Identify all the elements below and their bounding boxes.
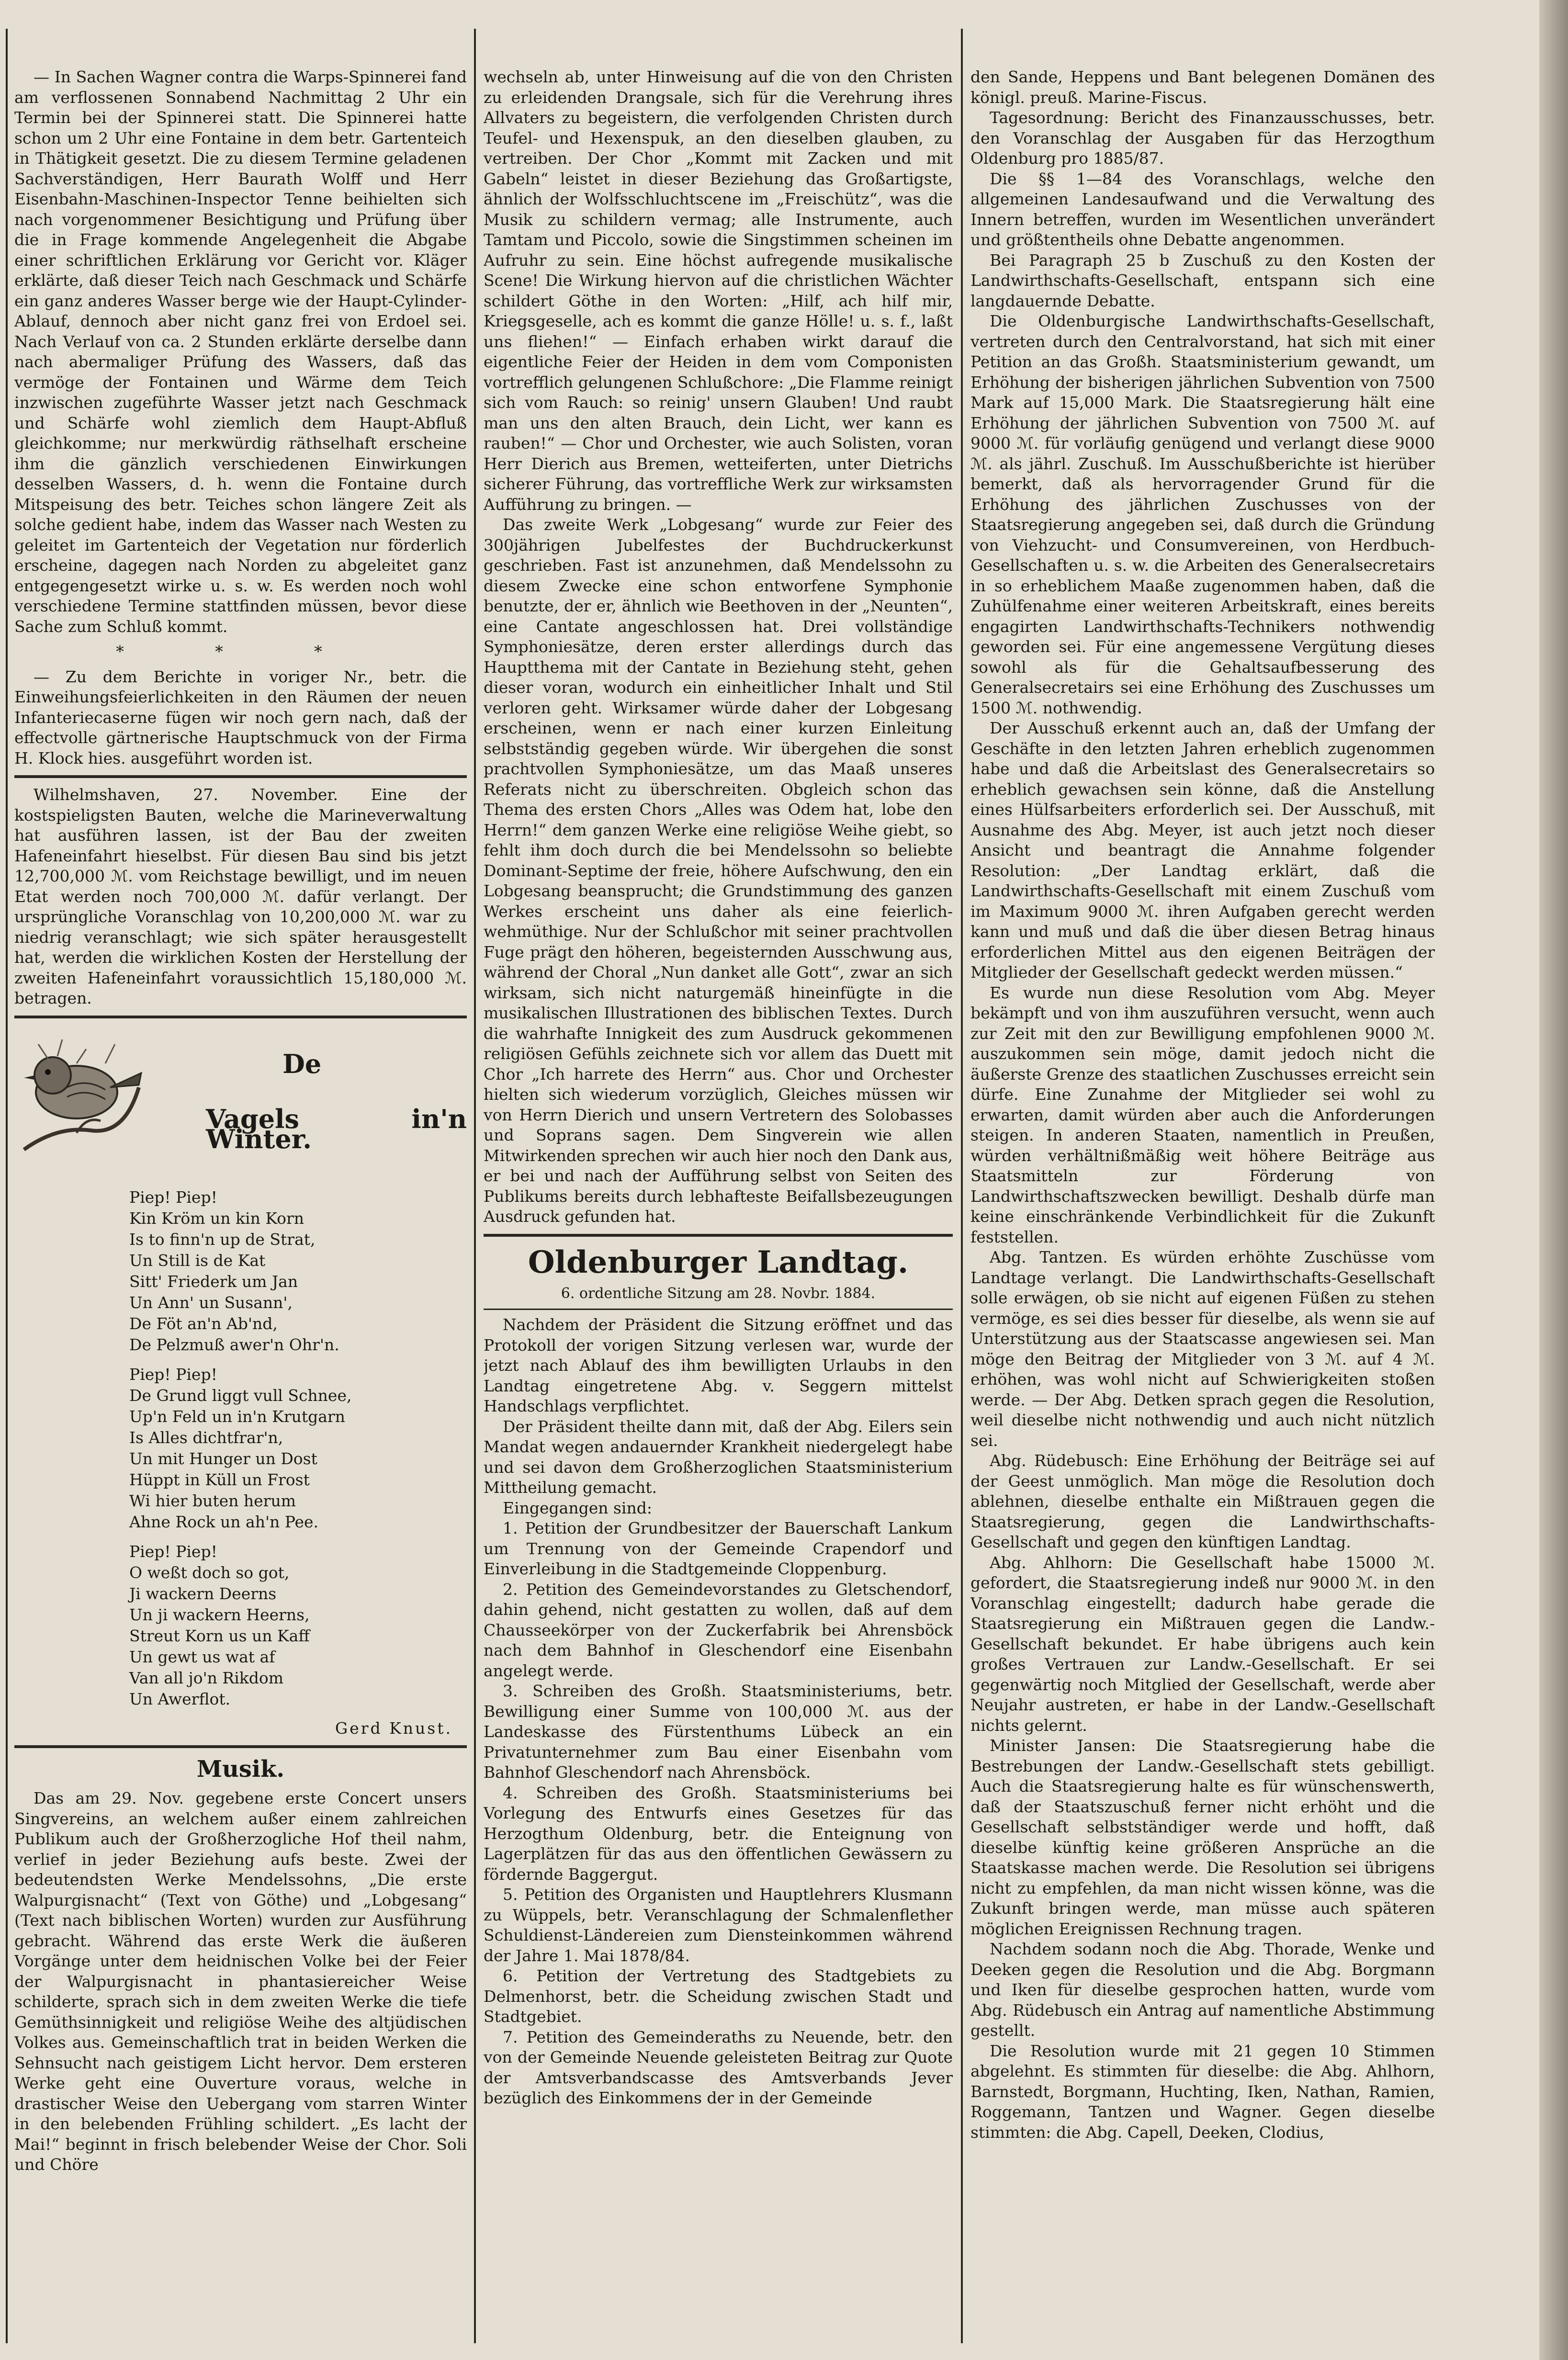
col3-paragraph-13: Die Resolution wurde mit 21 gegen 10 Stimmen abgelehnt. Es stimmten für dieselbe: die Abg. Ahlhorn, Barnstedt, Borgmann, Huchting, Iken, Nathan, Ramien, Roggemann, Tantzen und Wagner. Gegen dieselbe stimmten: die Abg. Capell, Deeken, Clodius,: [970, 2041, 1435, 2142]
poem-line: Piep! Piep!: [129, 1187, 217, 1207]
divider: [14, 1016, 467, 1018]
column-divider-1: [474, 29, 476, 2343]
poem-line: Is to finn'n up de Strat,: [129, 1230, 316, 1249]
poem-header: [14, 1025, 467, 1178]
col3-paragraph-9: Abg. Rüdebusch: Eine Erhöhung der Beiträge sei auf der Geest unmöglich. Man möge die Resolution doch ablehnen, dieselbe enthalte ein Mißtrauen gegen die Staatsregierung, gegen die Landwirthschafts-Gesellschaft und gegen den künftigen Landtag.: [970, 1451, 1435, 1551]
petition-item: 6. Petition der Vertretung des Stadtgebiets zu Delmenhorst, betr. die Scheidung zwischen Stadt und Stadtgebiet.: [484, 1966, 953, 2026]
poem-line: Un mit Hunger un Dost: [129, 1449, 317, 1468]
col3-tagesordnung: Tagesordnung: Bericht des Finanzausschusses, betr. den Voranschlag der Ausgaben für das Herzogthum Oldenburg pro 1885/87.: [970, 108, 1435, 168]
poem-line: Un gewt us wat af: [129, 1647, 275, 1666]
landtag-eingegangen: Eingegangen sind:: [503, 1498, 652, 1517]
poem-line: Un Ann' un Susann',: [129, 1293, 293, 1312]
petition-item: 5. Petition des Organisten und Hauptlehrers Klusmann zu Wüppels, betr. Veranschlagung der Schmalenflether Schuldienst-Ländereien zum Diensteinkommen während der Jahre 1. Mai 1878/84.: [484, 1885, 953, 1965]
petition-list: [484, 1518, 953, 2109]
col3-paragraph-12: Nachdem sodann noch die Abg. Thorade, Wenke und Deeken gegen die Resolution und die Abg. Borgmann und Iken für dieselbe gesprochen hatten, wurde vom Abg. Rüdebusch ein Antrag auf namentliche Abstimmung gestellt.: [970, 1940, 1435, 2040]
poem-line: Streut Korn us un Kaff: [129, 1626, 310, 1645]
poem-line: Piep! Piep!: [129, 1542, 217, 1561]
section-stars: * * *: [116, 642, 365, 661]
petition-item: 4. Schreiben des Großh. Staatsministeriums bei Vorlegung des Entwurfs eines Gesetzes für das Herzogthum Oldenburg, betr. die Enteignung von Lagerplätzen für das aus den öffentlichen Gewässern zu fördernde Baggergut.: [484, 1783, 953, 1884]
poem-line: Wi hier buten herum: [129, 1491, 296, 1510]
section-subtitle-sitzung: 6. ordentliche Sitzung am 28. Novbr. 1884.: [561, 1285, 876, 1302]
poem-line: O weßt doch so got,: [129, 1563, 290, 1582]
divider: [14, 1745, 467, 1748]
col3-paragraph-8: Abg. Tantzen. Es würden erhöhte Zuschüsse vom Landtage verlangt. Die Landwirthschafts-Gesellschaft solle erwägen, ob sie nicht auf eigenen Füßen zu stehen vermöge, es sei dies besser für dieselbe, als wenn sie auf Unterstützung aus der Staatscasse angewiesen sei. Man möge den Beitrag der Mitglieder von 3 ℳ. auf 4 ℳ. erhöhen, was wohl nicht auf Schwierigkeiten stoßen werde. — Der Abg. Detken sprach gegen die Resolution, weil dieselbe nicht nothwendig und auch nicht nützlich sei.: [970, 1248, 1435, 1450]
petition-item: 7. Petition des Gemeinderaths zu Neuende, betr. den von der Gemeinde Neuende geleisteten Beitrag zur Quote der Amtsverbandscasse des Amtsverbands Jever bezüglich des Einkommens der in der Gemeinde: [484, 2027, 953, 2107]
poem-line: Kin Kröm un kin Korn: [129, 1208, 304, 1228]
divider-thin: [484, 1309, 953, 1310]
column-1: [14, 67, 467, 2346]
column-divider-2: [961, 29, 963, 2343]
poem-stanza-3: [129, 1541, 467, 1710]
poem-stanza-2: [129, 1364, 467, 1533]
poem-line: Un ji wackern Heerns,: [129, 1605, 310, 1624]
poem-line: De Pelzmuß awer'n Ohr'n.: [129, 1335, 339, 1354]
col3-paragraph-1: den Sande, Heppens und Bant belegenen Domänen des königl. preuß. Marine-Fiscus.: [970, 68, 1435, 107]
poem-line: Sitt' Friederk um Jan: [129, 1272, 298, 1291]
landtag-paragraph-opening: Nachdem der Präsident die Sitzung eröffnet und das Protokoll der vorigen Sitzung verlesen war, wurde der jetzt nach Ablauf des ihm bewilligten Urlaubs in den Landtag eingetretene Abg. v. Seggern mittelst Handschlags verpflichtet.: [484, 1315, 953, 1415]
col3-paragraph-5: Die Oldenburgische Landwirthschafts-Gesellschaft, vertreten durch den Centralvorstand, hat sich mit einer Petition an das Großh. Staatsministerium gewandt, um Erhöhung der bisherigen jährlichen Subvention von 7500 Mark auf 15,000 Mark. Die Staatsregierung hält eine Erhöhung der jährlichen Subvention von 7500 ℳ. auf 9000 ℳ. für vorläufig genügend und verlangt diese 9000 ℳ. als jährl. Zuschuß. Im Ausschußberichte ist hierüber bemerkt, daß als hervorragender Grund für die Erhöhung des jährlichen Zuschusses von der Staatsregierung angegeben sei, daß durch die Gründung von Viehzucht- und Consumvereinen, von Herdbuch-Gesellschaften u. s. w. die Arbeiten des Generalsecretairs in so erheblichem Maaße zugenommen haben, daß die Zuhülfenahme einer weiteren Arbeitskraft, eines bereits engagirten Landwirthschafts-Technikers nothwendig geworden sei. Für eine angemessene Vergütung dieses sowohl als für die Gehaltsaufbesserung des Generalsecretairs sei eine Erhöhung des Zuschusses um 1500 ℳ. nothwendig.: [970, 312, 1435, 717]
article-lobgesang: Das zweite Werk „Lobgesang“ wurde zur Feier des 300jährigen Jubelfestes der Buchdruckerkunst geschrieben. Fast ist anzunehmen, daß Mendelssohn zu diesem Zwecke eine schon entworfene Symphonie benutzte, der er, ähnlich wie Beethoven in der „Neunten“, eine Cantate angeschlossen hat. Drei vollständige Symphoniesätze, deren erster allerdings durch das Hauptthema mit der Cantate in Beziehung steht, gehen dieser voran, wodurch ein einheitlicher Inhalt und Stil verloren geht. Wirksamer würde daher der Lobgesang erscheinen, wenn er nach einer kurzen Einleitung selbstständig gegeben würde. Wir übergehen die sonst prachtvollen Symphoniesätze, um das Maaß unseres Referats nicht zu überschreiten. Obgleich schon das Thema des ersten Chors „Alles was Odem hat, lobe den Herrn!“ dem ganzen Werke eine religiöse Weihe giebt, so fehlt ihm doch durch die bei Mendelssohn so beliebte Dominant-Septime der freie, höhere Aufschwung, den ein Lobgesang beansprucht; die Grundstimmung des ganzen Werkes erscheint uns daher als eine feierlich-wehmüthige. Nur der Schlußchor mit seiner prachtvollen Fuge prägt den höheren, begeisternden Ausschwung aus, während der Choral „Nun danket alle Gott“, zwar an sich wirksam, sich nicht naturgemäß hineinfügte in die musikalischen Illustrationen des biblischen Textes. Durch die wahrhafte Innigkeit des zum Ausdruck gekommenen religiösen Gefühls zeichnete sich vor allem das Duett mit Chor „Ich harrete des Herrn“ aus. Chor und Orchester hielten sich wiederum vorzüglich, Gleiches müssen wir von Herrn Dierich und unsern Vertretern des Solobasses und Soprans sagen. Dem Singverein wie allen Mitwirkenden sprechen wir auch hier noch den Dank aus, er bei und nach der Aufführung selbst von Seiten des Publikums bereits durch lebhafteste Beifallsbezeugungen Ausdruck gefunden hat.: [484, 515, 953, 1226]
poem-title-line-1: De: [282, 1048, 322, 1079]
poem-line: Ji wackern Deerns: [129, 1584, 277, 1603]
poem-line: De Grund liggt vull Schnee,: [129, 1386, 352, 1405]
divider: [484, 1234, 953, 1237]
article-musik-continued: wechseln ab, unter Hinweisung auf die von den Christen zu erleidenden Drangsale, sich für die Verehrung ihres Allvaters zu begeistern, die verfolgenden Christen durch Teufel- und Hexenspuk, an den dieselben glauben, zu vertreiben. Der Chor „Kommt mit Zacken und mit Gabeln“ leistet in dieser Beziehung das Großartigste, ähnlich der Wolfsschluchtscene im „Freischütz“, was die Musik zu schildern vermag; alle Instrumente, auch Tamtam und Piccolo, sowie die Singstimmen scheinen im Aufruhr zu sein. Eine höchst aufregende musikalische Scene! Die Wirkung hiervon auf die christlichen Wächter schildert Göthe in den Worten: „Hilf, ach hilf mir, Kriegsgeselle, ach es kommt die ganze Hölle! u. s. f., laßt uns fliehen!“ — Einfach erhaben wirkt darauf die eigentliche Feier der Heiden in dem vom Componisten vortrefflich gelungenen Schlußchore: „Die Flamme reinigt sich vom Rauch: so reinig' unsern Glauben! Und raubt man uns den alten Brauch, dein Licht, wer kann es rauben!“ — Chor und Orchester, wie auch Solisten, voran Herr Dierich aus Bremen, wetteiferten, unter Dietrichs sicherer Führung, das vortreffliche Werk zur wirksamsten Aufführung zu bringen. —: [484, 68, 953, 514]
col3-paragraph-3: Die §§ 1—84 des Voranschlags, welche den allgemeinen Landesaufwand und die Verwaltung des Innern betreffen, wurden im Wesentlichen unverändert und größtentheils ohne Debatte angenommen.: [970, 169, 1435, 249]
col3-paragraph-10: Abg. Ahlhorn: Die Gesellschaft habe 15000 ℳ. gefordert, die Staatsregierung indeß nur 9000 ℳ. in den Voranschlag eingestellt; dadurch habe gerade die Staatsregierung ein Mißtrauen gegen die Landw.-Gesellschaft bekundet. Er habe übrigens auch kein großes Vertrauen zur Landw.-Gesellschaft. Er sei gegenwärtig noch Mitglied der Gesellschaft, werde aber Neujahr austreten, er habe in der Landw.-Gesellschaft nichts gelernt.: [970, 1553, 1435, 1735]
poem-line: Van all jo'n Rikdom: [129, 1668, 284, 1687]
poem-line: Hüppt in Küll un Frost: [129, 1470, 310, 1489]
column-3: [970, 67, 1435, 2346]
page-edge-shadow: [1539, 0, 1568, 2360]
col3-paragraph-4: Bei Paragraph 25 b Zuschuß zu den Kosten der Landwirthschafts-Gesellschaft, entspann sich eine langdauernde Debatte.: [970, 250, 1435, 310]
landtag-paragraph-eilers: Der Präsident theilte dann mit, daß der Abg. Eilers sein Mandat wegen andauernder Krankheit niedergelegt habe und sei davon dem Großherzoglichen Staatsministerium Mittheilung gemacht.: [484, 1417, 953, 1497]
petition-item: 1. Petition der Grundbesitzer der Bauerschaft Lankum um Trennung von der Gemeinde Crapendorf und Einverleibung in die Stadtgemeinde Cloppenburg.: [484, 1519, 953, 1578]
divider: [14, 775, 467, 778]
poem-line: Ahne Rock un ah'n Pee.: [129, 1512, 319, 1531]
article-infanteriecaserne: — Zu dem Berichte in voriger Nr., betr. die Einweihungsfeierlichkeiten in den Räumen der neuen Infanteriecaserne fügen wir noch gern nach, daß der effectvolle gärtnerische Hauptschmuck von der Firma H. Klock hies. ausgeführt worden ist.: [14, 667, 467, 768]
poem-stanza-1: [129, 1187, 467, 1355]
article-warps-spinnerei: — In Sachen Wagner contra die Warps-Spinnerei fand am verflossenen Sonnabend Nachmittag 2 Uhr ein Termin bei der Spinnerei statt. Die Spinnerei hatte schon um 2 Uhr eine Fontaine in dem betr. Gartenteich in Thätigkeit gesetzt. Die zu diesem Termine geladenen Sachverständigen, Herr Baurath Wolff und Herr Eisenbahn-Maschinen-Inspector Tenne beihielten sich nach vorgenommener Besichtigung und Prüfung über die in Frage kommende Angelegenheit die Abgabe einer schriftlichen Erklärung vor Gericht vor. Kläger erklärte, daß dieser Teich nach Geschmack und Schärfe ein ganz anderes Wasser berge wie der Haupt-Cylinder-Ablauf, dennoch aber nicht ganz frei von Erdoel sei. Nach Verlauf von ca. 2 Stunden erklärte derselbe dann nach abermaliger Prüfung des Wassers, daß das vermöge der Fontainen und Wärme dem Teich inzwischen zugeführte Wasser jetzt nach Geschmack und Schärfe wohl ziemlich dem Haupt-Abfluß gleichkomme; nur merkwürdig räthselhaft erscheine ihm die gänzlich verschiedenen Einwirkungen desselben Wassers, d. h. wenn die Fontaine durch Mitspeisung des betr. Teiches schon längere Zeit als solche gedient habe, indem das Wasser nach Westen zu geleitet im Gartenteich der Vegetation nur förderlich erscheine, dagegen nach Norden zu abgeleitet ganz entgegengesetzt wirke u. s. w. Es werden noch wohl verschiedene Termine stattfinden müssen, bevor diese Sache zum Schluß kommt.: [14, 68, 467, 636]
petition-item: 2. Petition des Gemeindevorstandes zu Gletschendorf, dahin gehend, nicht gestatten zu wollen, daß auf dem Chausseekörper von der Zuckerfabrik bei Ahrensböck nach dem Bahnhof in Gleschendorf eine Eisenbahn angelegt werde.: [484, 1580, 953, 1680]
poem-author: Gerd Knust.: [335, 1718, 452, 1738]
poem-line: Is Alles dichtfrar'n,: [129, 1428, 283, 1447]
poem-line: Piep! Piep!: [129, 1365, 217, 1384]
col3-paragraph-11: Minister Jansen: Die Staatsregierung habe die Bestrebungen der Landw.-Gesellschaft stets gebilligt. Auch die Staatsregierung halte es für wünschenswerth, daß der Staatszuschuß ferner nicht erhöht und die Gesellschaft selbstständiger werde und hofft, daß dieselbe künftig keine größeren Ansprüche an die Staatskasse machen werde. Die Resolution sei übrigens nicht zu empfehlen, da man nicht wissen könne, was die Zukunft bringen werde, man müsse auch späteren möglichen Ereignissen Rechnung tragen.: [970, 1736, 1435, 1938]
article-musik: Das am 29. Nov. gegebene erste Concert unsers Singvereins, an welchem außer einem zahlreichen Publikum auch der Großherzogliche Hof theil nahm, verlief in jeder Beziehung aufs beste. Zwei der bedeutendsten Werke Mendelssohns, „Die erste Walpurgisnacht“ (Text von Göthe) und „Lobgesang“ (Text nach biblischen Worten) wurden zur Ausführung gebracht. Während das erste Werk die äußeren Vorgänge unter dem heidnischen Volke bei der Feier der Walpurgisnacht in phantasiereicher Weise schilderte, sprach sich in dem zweiten Werke die tiefe Gemüthsinnigkeit und religiöse Weihe des altjüdischen Volkes aus. Gemeinschaftlich trat in beiden Werken die Sehnsucht nach geistigem Licht hervor. Dem ersteren Werke geht eine Ouverture voraus, welche in drastischer Weise den Uebergang vom starren Winter in den belebenden Frühling schildert. „Es lacht der Mai!“ beginnt in frisch belebender Weise der Chor. Soli und Chöre: [14, 1789, 467, 2174]
poem-line: Un Still is de Kat: [129, 1251, 266, 1270]
article-wilhelmshaven: Wilhelmshaven, 27. November. Eine der kostspieligsten Bauten, welche die Marineverwaltung hat ausführen lassen, ist der Bau der zweiten Hafeneinfahrt hieselbst. Für diesen Bau sind bis jetzt 12,700,000 ℳ. vom Reichstage bewilligt, und im neuen Etat werden noch 700,000 ℳ. dafür verlangt. Der ursprüngliche Voranschlag von 10,200,000 ℳ. war zu niedrig veranschlagt; wie sich später herausgestellt hat, werden die wirklichen Kosten der Herstellung der zweiten Hafeneinfahrt voraussichtlich 15,180,000 ℳ. betragen.: [14, 785, 467, 1007]
petition-item: 3. Schreiben des Großh. Staatsministeriums, betr. Bewilligung einer Summe von 100,000 ℳ. aus der Landeskasse des Fürstenthums Lübeck an ein Privatunternehmer zum Bau einer Eisenbahn vom Bahnhof Gleschendorf nach Ahrensböck.: [484, 1682, 953, 1782]
column-2: [484, 67, 953, 2346]
poem-title-line-2: Vagels in'n Winter.: [206, 1103, 467, 1154]
col3-paragraph-6: Der Ausschuß erkennt auch an, daß der Umfang der Geschäfte in den letzten Jahren erheblich zugenommen habe und daß die Arbeitslast des Generalsecretairs so erheblich gewachsen sein könne, daß die Anstellung eines Hülfsarbeiters erforderlich sei. Der Ausschuß, mit Ausnahme des Abg. Meyer, ist auch jetzt noch dieser Ansicht und beantragt die Annahme folgender Resolution: „Der Landtag erklärt, daß die Landwirthschafts-Gesellschaft mit einem Zuschuß vom im Maximum 9000 ℳ. ihren Aufgaben gerecht werden kann und muß und daß die über diesen Betrag hinaus erforderlichen Mittel aus den eigenen Beiträgen der Mitglieder der Gesellschaft gedeckt werden müssen.“: [970, 719, 1435, 982]
poem-line: Un Awerflot.: [129, 1689, 231, 1708]
section-title-musik: Musik.: [196, 1756, 285, 1783]
poem-line: Up'n Feld un in'n Krutgarn: [129, 1407, 345, 1426]
left-border-rule: [6, 29, 8, 2343]
section-title-landtag: Oldenburger Landtag.: [528, 1244, 909, 1280]
poem-line: De Föt an'n Ab'nd,: [129, 1314, 278, 1333]
bird-on-branch-illustration: [19, 1030, 144, 1154]
col3-paragraph-7: Es wurde nun diese Resolution vom Abg. Meyer bekämpft und von ihm auszuführen versucht, wenn auch zur Zeit mit den zur Bewilligung empfohlenen 9000 ℳ. auszukommen sein möge, damit jedoch nicht die äußerste Grenze des staatlichen Zuschusses erreicht sein dürfe. Eine Zunahme der Mitglieder sei wohl zu erwarten, damit würden aber auch die Anforderungen steigen. In anderen Staaten, namentlich in Preußen, würden verhältnißmäßig weit höhere Beiträge aus Staatsmitteln zur Förderung von Landwirthschaftszwecken bewilligt. Deshalb dürfe man keine einschränkende Verbindlichkeit für die Zukunft feststellen.: [970, 983, 1435, 1246]
